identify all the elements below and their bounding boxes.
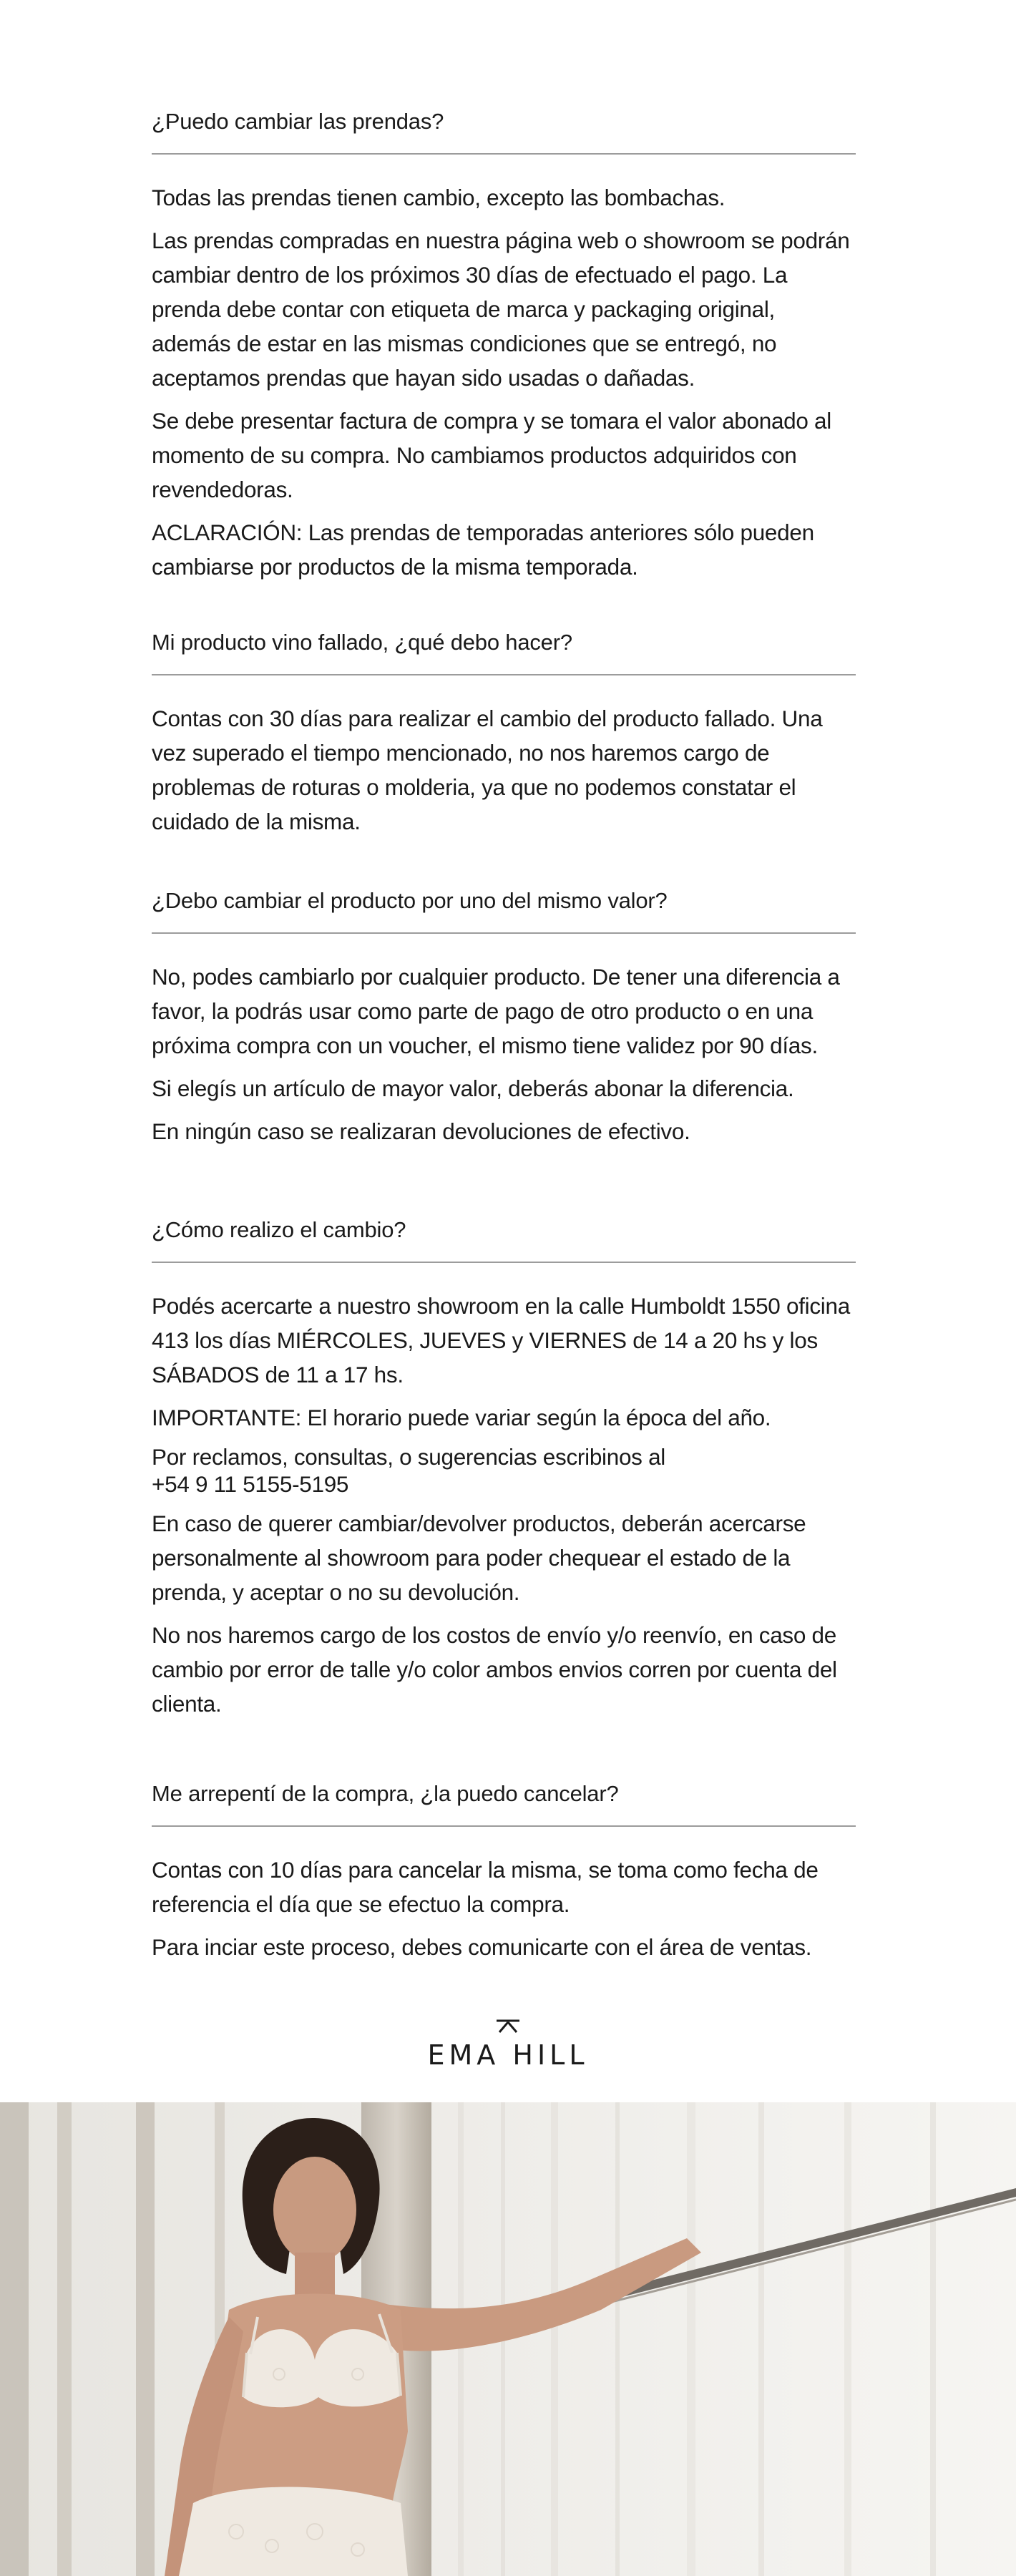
faq-section-cancel: [152, 1778, 856, 1973]
faq-answer: ACLARACIÓN: Las prendas de temporadas anteriores sólo pueden cambiarse por productos de la misma temporada.: [152, 519, 814, 580]
faq-answer: Si elegís un artículo de mayor valor, deberás abonar la diferencia.: [152, 1075, 794, 1101]
faq-section-same-value: [152, 885, 856, 1157]
faq-answers: [152, 1263, 856, 1721]
faq-answer: En ningún caso se realizaran devoluciones de efectivo.: [152, 1118, 690, 1144]
faq-question: ¿Puedo cambiar las prendas?: [152, 106, 856, 155]
faq-question: Me arrepentí de la compra, ¿la puedo cancelar?: [152, 1778, 856, 1827]
faq-question: ¿Cómo realizo el cambio?: [152, 1214, 856, 1263]
lingerie-model-photo: [0, 2102, 1016, 2576]
faq-answer: No nos haremos cargo de los costos de envío y/o reenvío, en caso de cambio por error de talle y/o color ambos envios corren por cuenta del clienta.: [152, 1622, 837, 1717]
faq-answer: Por reclamos, consultas, o sugerencias escribinos al: [152, 1444, 665, 1470]
faq-answer: Todas las prendas tienen cambio, excepto las bombachas.: [152, 185, 726, 210]
photo-illustration: [0, 2102, 1016, 2576]
faq-answer: En caso de querer cambiar/devolver productos, deberán acercarse personalmente al showroom para poder chequear el estado de la prenda, y aceptar o no su devolución.: [152, 1511, 806, 1605]
faq-section-defective: [152, 627, 856, 847]
bow-icon: [494, 2018, 522, 2035]
faq-answers: [152, 675, 856, 839]
faq-section-exchange: [152, 106, 856, 592]
faq-answer: No, podes cambiarlo por cualquier producto. De tener una diferencia a favor, la podrás usar como parte de pago de otro producto o en una próxima compra con un voucher, el mismo tiene validez por 90 días.: [152, 964, 840, 1058]
faq-answer: IMPORTANTE: El horario puede variar según la época del año.: [152, 1405, 771, 1430]
faq-answer: Las prendas compradas en nuestra página web o showroom se podrán cambiar dentro de los próximos 30 días de efectuado el pago. La prenda debe contar con etiqueta de marca y packaging original, además de estar en las mismas condiciones que se entregó, no aceptamos prendas que hayan sido usadas o dañadas.: [152, 228, 850, 391]
faq-answer: Contas con 30 días para realizar el cambio del producto fallado. Una vez superado el tiempo mencionado, no nos haremos cargo de problemas de roturas o molderia, ya que no podemos constatar el cuidado de la misma.: [152, 706, 823, 834]
faq-answer: Podés acercarte a nuestro showroom en la calle Humboldt 1550 oficina 413 los días MIÉRCOLES, JUEVES y VIERNES de 14 a 20 hs y los SÁBADOS de 11 a 17 hs.: [152, 1293, 850, 1387]
faq-answer: Para inciar este proceso, debes comunicarte con el área de ventas.: [152, 1934, 812, 1960]
faq-answers: [152, 155, 856, 584]
faq-answer: Se debe presentar factura de compra y se tomara el valor abonado al momento de su compra. No cambiamos productos adquiridos con revendedoras.: [152, 408, 831, 502]
faq-question: Mi producto vino fallado, ¿qué debo hacer?: [152, 627, 856, 675]
faq-answers: [152, 1827, 856, 1964]
faq-answers: [152, 934, 856, 1148]
brand-logo[interactable]: [0, 2018, 1016, 2071]
faq-answer: Contas con 10 días para cancelar la misma, se toma como fecha de referencia el día que se efectuo la compra.: [152, 1857, 819, 1917]
phone-number[interactable]: +54 9 11 5155-5195: [152, 1471, 349, 1497]
brand-name: EMA HILL: [427, 2039, 589, 2071]
faq-question: ¿Debo cambiar el producto por uno del mismo valor?: [152, 885, 856, 934]
faq-section-how-to-exchange: [152, 1214, 856, 1729]
